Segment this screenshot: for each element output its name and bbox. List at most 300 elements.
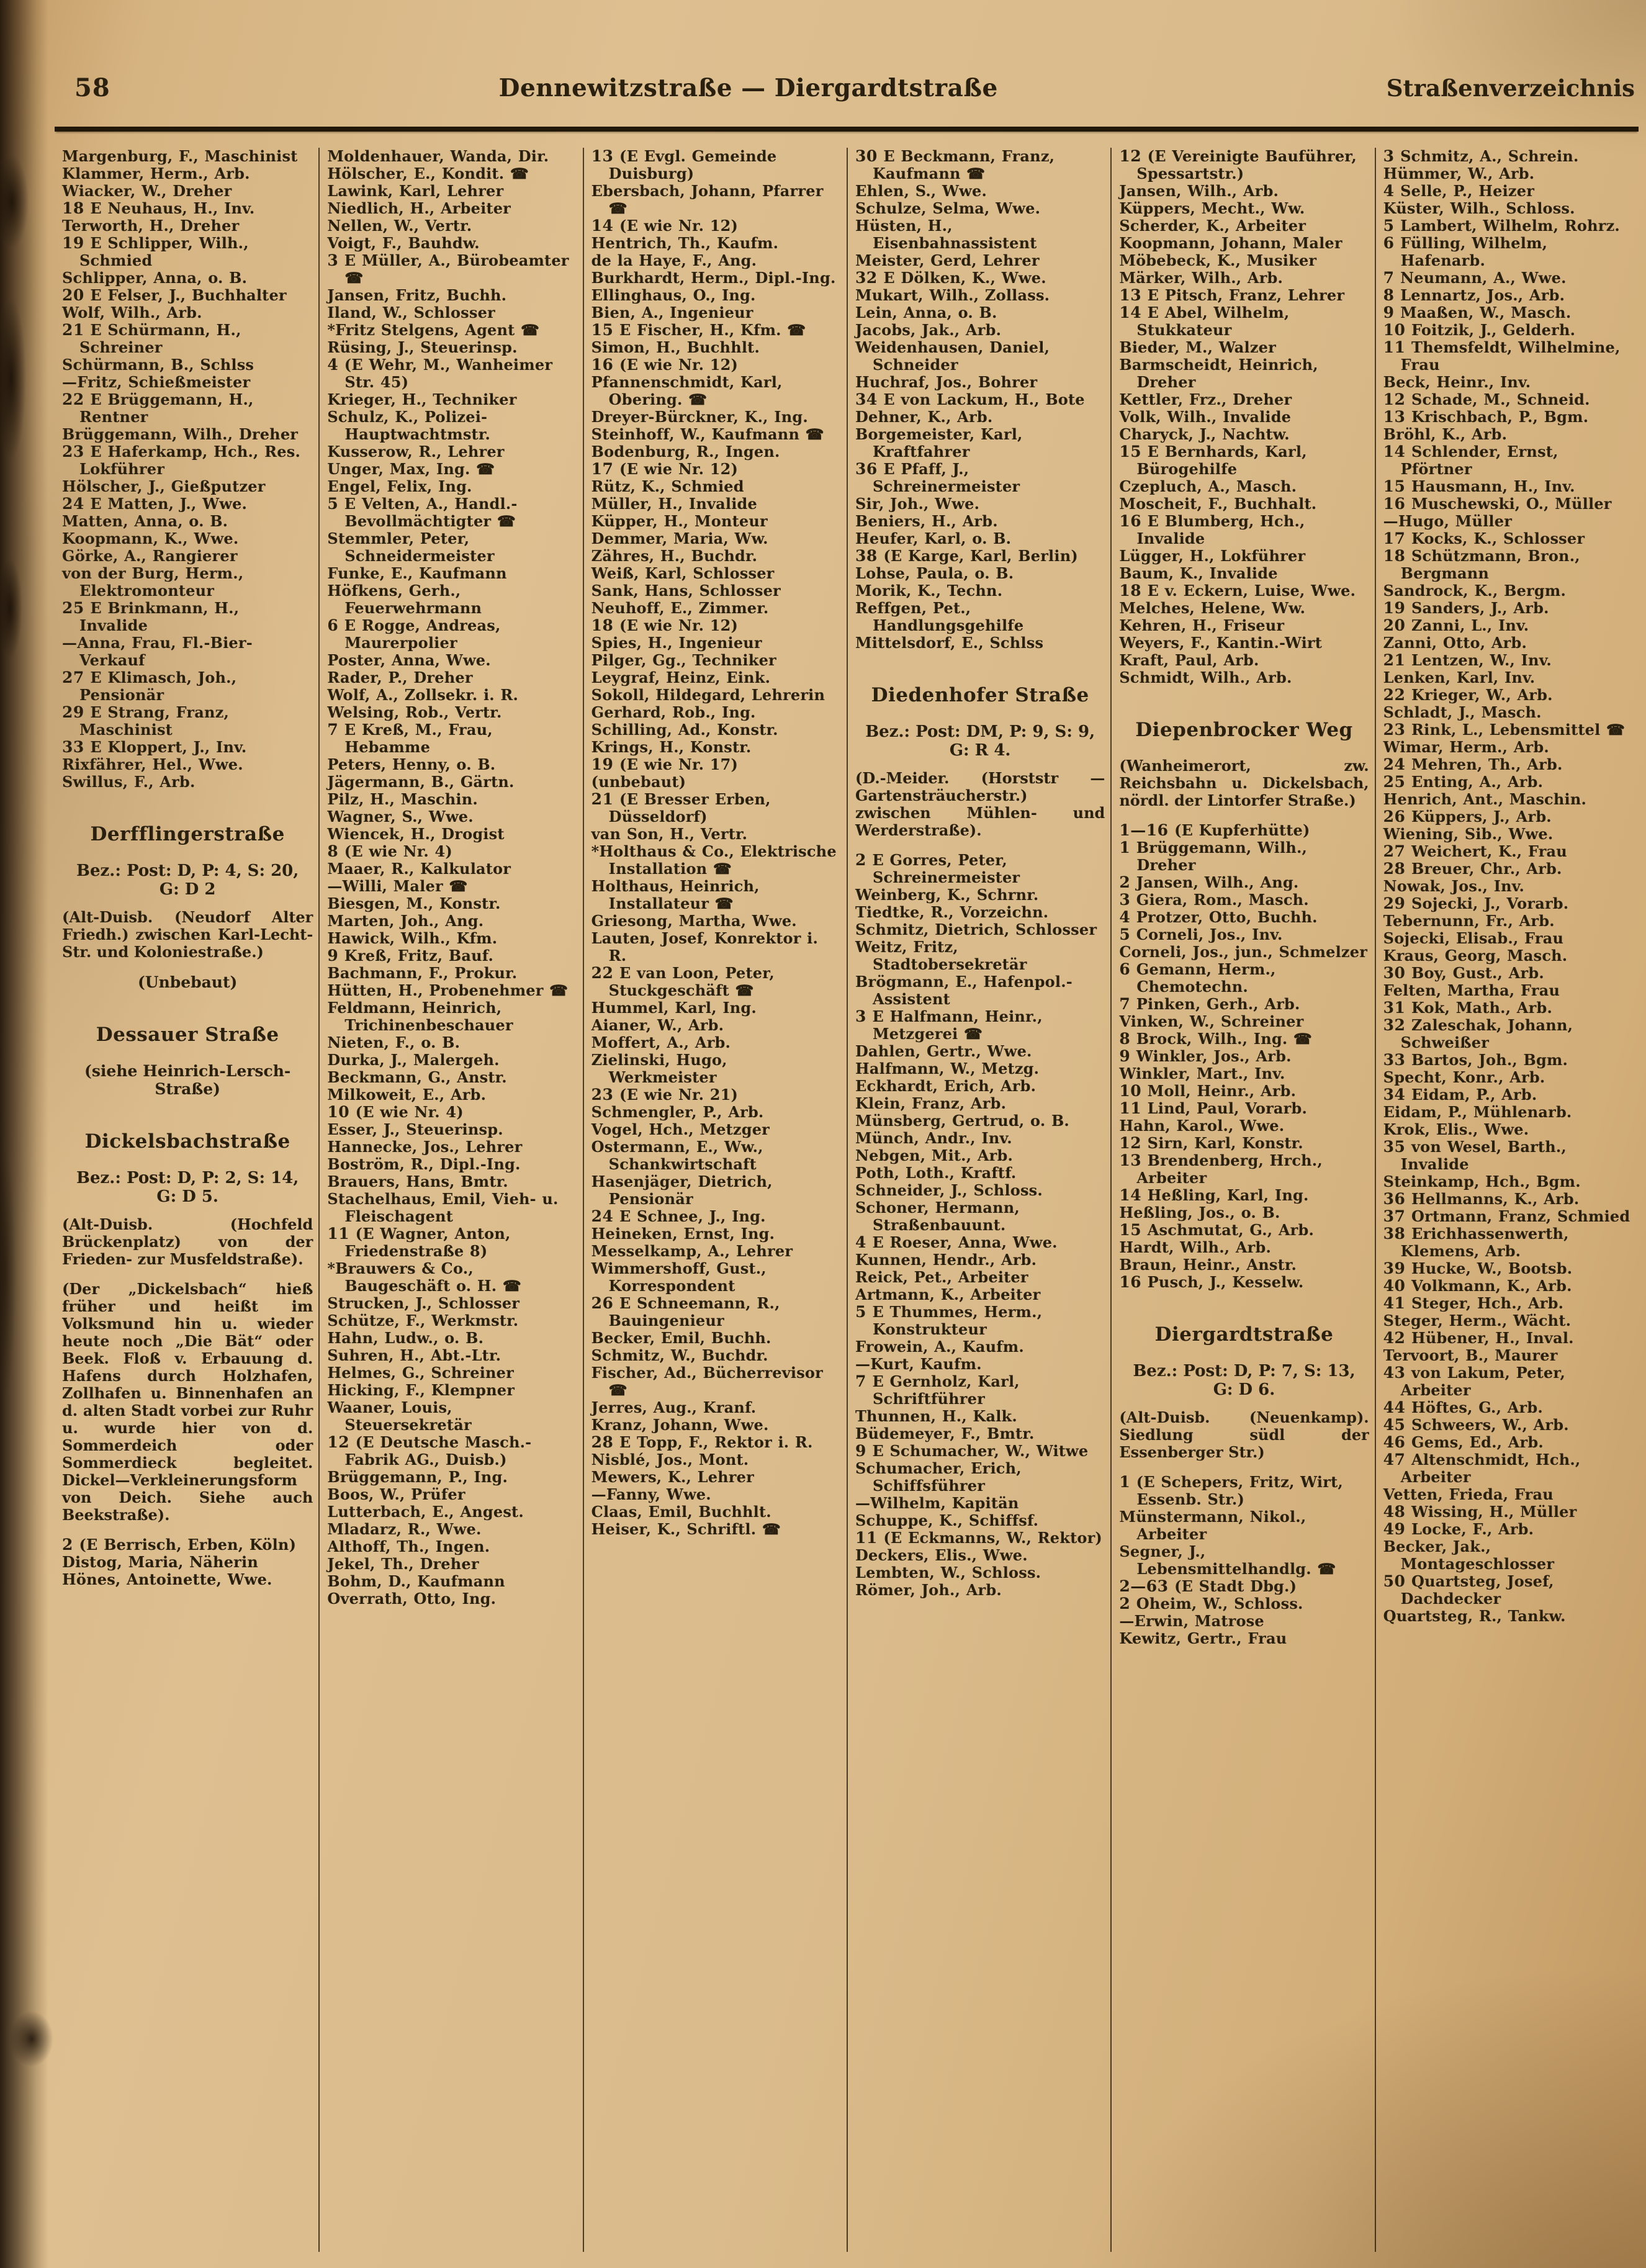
entry-line: Huchraf, Jos., Bohrer [855,373,1038,391]
entry-line: Hönes, Antoinette, Wwe. [62,1570,272,1588]
entry-line: Nebgen, Mit., Arb. [855,1146,1014,1164]
entry-line: Möbebeck, K., Musiker [1119,251,1317,269]
entry-line: —Anna, Frau, Fl.-Bier-Verkauf [62,634,253,669]
entry-line: Bachmann, F., Prokur. [327,964,518,982]
entry-line: Müller, H., Invalide [591,495,757,513]
ink-smudge [0,559,22,658]
entry-line: 9 E Schumacher, W., Witwe [855,1442,1089,1460]
entry-line: Vinken, W., Schreiner [1119,1012,1304,1030]
binding-shadow [0,0,48,2268]
ink-smudge [0,1148,16,1397]
entry-line: 36 Hellmanns, K., Arb. [1383,1190,1580,1208]
entry-line: *Fritz Stelgens, Agent ☎ [327,321,540,339]
ink-smudge [0,298,26,459]
entry-line: Heineken, Ernst, Ing. [591,1225,775,1243]
entry-line: Charyck, J., Nachtw. [1119,425,1290,443]
entry-line: Borgemeister, Karl, Kraftfahrer [855,425,1023,461]
entry-line: Zanni, Otto, Arb. [1383,634,1527,652]
entry-line: Lutterbach, E., Angest. [327,1503,524,1521]
entry-line: Peters, Henny, o. B. [327,755,496,773]
directory-column [847,148,1110,2252]
entry-line: 15 Aschmutat, G., Arb. [1119,1221,1315,1239]
entry-line: Melches, Helene, Ww. [1119,599,1306,617]
entry-line: Rüsing, J., Steuerinsp. [327,338,518,356]
directory-column [583,148,847,2252]
entry-line: Schürmann, B., Schlss [62,356,254,374]
entry-line: 1 (E Schepers, Fritz, Wirt, Essenb. Str.) [1119,1473,1343,1508]
entry-line: 31 Kok, Math., Arb. [1383,999,1553,1017]
entry-line: Deckers, Elis., Wwe. [855,1546,1028,1564]
entry-line: 3 E Müller, A., Bürobeamter ☎ [327,251,569,287]
entry-line: 38 Erichhassenwerth, Klemens, Arb. [1383,1225,1569,1260]
entry-line: Segner, J., Lebensmittelhandlg. ☎ [1119,1542,1336,1578]
entry-line: Küster, Wilh., Schloss. [1383,199,1575,217]
entry-line: 10 Foitzik, J., Gelderh. [1383,321,1576,339]
entry-line: Schütze, F., Werkmstr. [327,1312,519,1330]
entry-line: Ebersbach, Johann, Pfarrer ☎ [591,182,824,217]
entry-line: Wolf, A., Zollsekr. i. R. [327,686,519,704]
entry-line: Volk, Wilh., Invalide [1119,408,1292,426]
entry-line: 46 Gems, Ed., Arb. [1383,1433,1544,1451]
entry-line: Ehlen, S., Wwe. [855,182,987,200]
entry-line: 8 Brock, Wilh., Ing. ☎ [1119,1030,1313,1048]
entry-line: 41 Steger, Hch., Arb. [1383,1294,1564,1312]
entry-line: 40 Volkmann, K., Arb. [1383,1277,1572,1295]
entry-line: Kraus, Georg, Masch. [1383,947,1568,965]
page-header [74,73,1635,102]
entry-list [1383,148,1633,1625]
entry-line: 4 Selle, P., Heizer [1383,182,1535,200]
entry-line: 30 E Beckmann, Franz, Kaufmann ☎ [855,148,1055,182]
entry-line: 13 Brendenberg, Hrch., Arbeiter [1119,1151,1323,1187]
entry-line: Demmer, Maria, Ww. [591,529,768,547]
entry-line: Schmitz, Dietrich, Schlosser [855,920,1097,938]
entry-line: Brüggemann, Wilh., Dreher [62,425,299,443]
entry-line: —Fanny, Wwe. [591,1485,711,1503]
entry-line: Wimar, Herm., Arb. [1383,738,1549,756]
street-heading: Diedenhofer Straße [871,684,1089,706]
entry-line: Dahlen, Gertr., Wwe. [855,1042,1032,1060]
entry-line: Lohse, Paula, o. B. [855,564,1014,582]
entry-line: Claas, Emil, Buchhlt. [591,1503,771,1521]
entry-line: Zähres, H., Buchdr. [591,547,758,565]
entry-line: Moldenhauer, Wanda, Dir. [327,148,549,165]
entry-line: 16 Pusch, J., Kesselw. [1119,1273,1304,1291]
entry-line: 11 (E Wagner, Anton, Friedenstraße 8) [327,1225,511,1260]
entry-line: 18 E Neuhaus, H., Inv. [62,199,255,217]
entry-line: 24 E Schnee, J., Ing. [591,1207,766,1225]
entry-line: Weinberg, K., Schrnr. [855,886,1039,904]
entry-line: Eckhardt, Erich, Arb. [855,1077,1037,1095]
entry-line: Steinkamp, Hch., Bgm. [1383,1172,1581,1190]
entry-line: 21 Lentzen, W., Inv. [1383,651,1552,669]
entry-line: 14 (E wie Nr. 12) [591,217,739,235]
entry-line: *Brauwers & Co., Baugeschäft o. H. ☎ [327,1259,521,1295]
entry-line: Küppers, Mecht., Ww. [1119,199,1305,217]
entry-line: Funke, E., Kaufmann [327,564,507,582]
entry-line: 5 Lambert, Wilhelm, Rohrz. [1383,217,1620,235]
entry-line: Hawick, Wilh., Kfm. [327,929,498,947]
entry-line: 33 E Kloppert, J., Inv. [62,738,247,756]
entry-line: Beckmann, G., Anstr. [327,1068,507,1086]
entry-line: Brüggemann, P., Ing. [327,1468,508,1486]
entry-line: Felten, Martha, Frau [1383,981,1560,999]
entry-line: 13 Krischbach, P., Bgm. [1383,408,1589,426]
entry-line: 14 E Abel, Wilhelm, Stukkateur [1119,304,1290,339]
entry-line: Brauers, Hans, Bmtr. [327,1172,508,1190]
entry-line: Tervoort, B., Maurer [1383,1346,1558,1364]
entry-line: Stemmler, Peter, Schneidermeister [327,529,495,565]
entry-line: Frowein, A., Kaufm. [855,1338,1024,1356]
entry-line: Koopmann, Johann, Maler [1119,234,1342,252]
entry-line: Lenken, Karl, Inv. [1383,668,1536,686]
entry-line: Koopmann, K., Wwe. [62,529,239,547]
entry-line: Halfmann, W., Metzg. [855,1060,1040,1078]
entry-line: Schladt, J., Masch. [1383,703,1542,721]
entry-line: Mittelsdorf, E., Schlss [855,634,1044,652]
entry-line: Wiacker, W., Dreher [62,182,232,200]
entry-line: Becker, Emil, Buchh. [591,1329,771,1347]
entry-line: Ostermann, E., Ww., Schankwirtschaft [591,1138,763,1173]
entry-line: 49 Locke, F., Arb. [1383,1520,1534,1538]
entry-line: —Willi, Maler ☎ [327,877,468,895]
entry-line: Pilz, H., Maschin. [327,790,478,808]
entry-line: 22 E Brüggemann, H., Rentner [62,390,254,426]
entry-line: 9 Maaßen, W., Masch. [1383,304,1572,322]
entry-line: Schulz, K., Polizei-Hauptwachtmstr. [327,408,491,443]
entry-line: Heßling, Jos., o. B. [1119,1204,1280,1222]
entry-line: Neuhoff, E., Zimmer. [591,599,769,617]
entry-line: Schmitz, W., Buchdr. [591,1346,768,1364]
entry-line: Moscheit, F., Buchhalt. [1119,495,1317,513]
directory-column [55,148,318,2252]
entry-line: Sir, Joh., Wwe. [855,495,980,513]
entry-line: Griesong, Martha, Wwe. [591,912,797,930]
entry-line: Schmengler, P., Arb. [591,1103,764,1121]
entry-line: Czepluch, A., Masch. [1119,477,1297,495]
entry-line: 12 (E Deutsche Masch.-Fabrik AG., Duisb.) [327,1433,532,1469]
entry-line: 2 Jansen, Wilh., Ang. [1119,873,1299,891]
entry-line: Distog, Maria, Näherin [62,1553,258,1571]
entry-line: Nellen, W., Vertr. [327,217,472,235]
entry-line: Scherder, K., Arbeiter [1119,217,1306,235]
entry-line: 9 Winkler, Jos., Arb. [1119,1047,1292,1065]
entry-line: 3 Giera, Rom., Masch. [1119,891,1309,909]
entry-line: *Holthaus & Co., Elektrische Installation ☎ [591,842,837,878]
entry-line: 35 von Wesel, Barth., Invalide [1383,1138,1567,1173]
entry-line: Hüsten, H., Eisenbahnassistent [855,217,1037,252]
entry-line: Lein, Anna, o. B. [855,304,997,322]
entry-line: Ellinghaus, O., Ing. [591,286,756,304]
entry-line: 3 Schmitz, A., Schrein. [1383,148,1579,165]
entry-line: 6 Gemann, Herm., Chemotechn. [1119,960,1276,996]
entry-line: Kettler, Frz., Dreher [1119,390,1292,408]
entry-line: 29 E Strang, Franz, Maschinist [62,703,230,739]
entry-line: Schmidt, Wilh., Arb. [1119,668,1292,686]
entry-line: Gerhard, Rob., Ing. [591,703,756,721]
street-description: (D.-Meider. (Horststr — Gartensträucherstr.) zwischen Mühlen- und Werderstraße). [855,769,1105,839]
entry-line: Thunnen, H., Kalk. [855,1407,1017,1425]
entry-line: Specht, Konr., Arb. [1383,1068,1545,1086]
entry-line: 22 E van Loon, Peter, Stuckgeschäft ☎ [591,964,775,999]
entry-line: Nieten, F., o. B. [327,1033,461,1051]
entry-line: Morik, K., Techn. [855,582,1003,600]
entry-line: 6 E Rogge, Andreas, Maurerpolier [327,616,501,652]
entry-line: 2 Oheim, W., Schloss. [1119,1595,1303,1613]
entry-line: Höfkens, Gerh., Feuerwehrmann [327,582,482,617]
entry-line: Tebernunn, Fr., Arb. [1383,912,1555,930]
entry-line: 18 Schützmann, Bron., Bergmann [1383,547,1580,582]
entry-line: 8 Lennartz, Jos., Arb. [1383,286,1565,304]
entry-line: Swillus, F., Arb. [62,773,196,791]
entry-line: 13 (E Evgl. Gemeinde Duisburg) [591,148,777,182]
entry-line: 45 Schweers, W., Arb. [1383,1416,1569,1434]
street-heading: Dickelsbachstraße [84,1130,290,1153]
entry-line: 1—16 (E Kupferhütte) [1119,821,1310,839]
entry-line: 43 von Lakum, Peter, Arbeiter [1383,1364,1566,1399]
entry-line: 12 Schade, M., Schneid. [1383,390,1590,408]
entry-line: Jekel, Th., Dreher [327,1555,479,1573]
entry-line: Waaner, Louis, Steuersekretär [327,1398,472,1434]
entry-line: 16 E Blumberg, Hch., Invalide [1119,512,1305,547]
entry-line: Tiedtke, R., Vorzeichn. [855,903,1049,921]
entry-line: 6 Fülling, Wilhelm, Hafenarb. [1383,234,1548,269]
entry-line: 24 Mehren, Th., Arb. [1383,755,1563,773]
entry-line: 16 Muschewski, O., Müller [1383,495,1612,513]
street-description: (Wanheimerort, zw. Reichsbahn u. Dickelsbach, nördl. der Lintorfer Straße.) [1119,757,1369,809]
entry-line: —Wilhelm, Kapitän [855,1494,1019,1512]
entry-line: 4 E Roeser, Anna, Wwe. [855,1233,1058,1251]
entry-line: Feldmann, Heinrich, Trichinenbeschauer [327,999,513,1034]
entry-line: 26 Küppers, J., Arb. [1383,808,1552,826]
entry-line: 44 Höftes, G., Arb. [1383,1398,1543,1416]
entry-line: Reffgen, Pet., Handlungsgehilfe [855,599,1024,634]
entry-line: Hummel, Karl, Ing. [591,999,757,1017]
entry-line: 14 Heßling, Karl, Ing. [1119,1186,1309,1204]
entry-line: Becker, Jak., Montageschlosser [1383,1537,1555,1573]
entry-line: 33 Bartos, Joh., Bgm. [1383,1051,1568,1069]
entry-line: Rader, P., Dreher [327,668,473,686]
entry-line: Nisblé, Jos., Mont. [591,1451,749,1469]
entry-line: 4 (E Wehr, M., Wanheimer Str. 45) [327,356,553,391]
entry-line: 18 E v. Eckern, Luise, Wwe. [1119,582,1356,600]
entry-line: 23 (E wie Nr. 21) [591,1086,739,1104]
entry-line: Vogel, Hch., Metzger [591,1120,770,1138]
entry-line: 25 Enting, A., Arb. [1383,773,1544,791]
entry-line: 19 Sanders, J., Arb. [1383,599,1549,617]
entry-line: Jerres, Aug., Kranf. [591,1398,757,1416]
entry-line: 27 Weichert, K., Frau [1383,842,1567,860]
entry-line: Weidenhausen, Daniel, Schneider [855,338,1050,374]
entry-line: 29 Sojecki, J., Vorarb. [1383,894,1569,912]
entry-line: Kraft, Paul, Arb. [1119,651,1259,669]
street-description: (Der „Dickelsbach“ hieß früher und heißt im Volksmund hin u. wieder heute noch „Die Bät“ oder Beek. Floß v. Erbauung d. Hafens durch Holzhafen, Zollhafen u. Binnenhafen an d. alten Stadt vorbei zur Ruhr u. wurde hier von d. Sommerdeich oder Sommerdieck begleitet. Dickel—Verkleinerungsform von Deich. Siehe auch Beekstraße). [62,1280,313,1524]
entry-line: Wiencek, H., Drogist [327,825,505,843]
entry-line: Poth, Loth., Kraftf. [855,1164,1017,1182]
entry-line: 19 E Schlipper, Wilh., Schmied [62,234,249,269]
entry-line: Märker, Wilh., Arb. [1119,269,1284,287]
entry-line: Münch, Andr., Inv. [855,1129,1012,1147]
entry-line: Bodenburg, R., Ingen. [591,443,780,461]
entry-line: 7 Neumann, A., Wwe. [1383,269,1567,287]
entry-line: Moffert, A., Arb. [591,1033,731,1051]
entry-line: Weitz, Fritz, Stadtobersekretär [855,938,1027,973]
entry-line: Hannecke, Jos., Lehrer [327,1138,523,1156]
entry-line: (unbebaut) [591,773,686,791]
ink-smudge [10,2011,53,2067]
entry-line: Marten, Joh., Ang. [327,912,484,930]
entry-line: Sojecki, Elisab., Frau [1383,929,1564,947]
directory-columns [55,148,1639,2252]
entry-line: Krings, H., Konstr. [591,738,752,756]
entry-line: Biesgen, M., Konstr. [327,894,501,912]
entry-line: Jägermann, B., Gärtn. [327,773,515,791]
entry-line: 15 Hausmann, H., Inv. [1383,477,1575,495]
street-note: (siehe Heinrich-Lersch-Straße) [84,1062,291,1098]
entry-line: Bieder, M., Walzer [1119,338,1276,356]
entry-line: Spies, H., Ingenieur [591,634,762,652]
entry-line: Sandrock, K., Bergm. [1383,582,1567,600]
entry-line: Pilger, Gg., Techniker [591,651,776,669]
entry-line: Eidam, P., Mühlenarb. [1383,1103,1572,1121]
entry-line: Margenburg, F., Maschinist [62,148,298,165]
entry-line: 23 Rink, L., Lebensmittel ☎ [1383,721,1626,739]
street-heading: Dessauer Straße [96,1024,279,1046]
entry-line: Jansen, Wilh., Arb. [1119,182,1279,200]
district-meta: Bez.: Post: D, P: 7, S: 13, G: D 6. [1133,1362,1356,1399]
entry-line: Heufer, Karl, o. B. [855,529,1012,547]
entry-line: Vetten, Frieda, Frau [1383,1485,1554,1503]
entry-line: Terworth, H., Dreher [62,217,240,235]
entry-line: Jacobs, Jak., Arb. [855,321,1002,339]
entry-line: Althoff, Th., Ingen. [327,1537,490,1555]
entry-line: Unger, Max, Ing. ☎ [327,460,495,478]
entry-line: Bröhl, K., Arb. [1383,425,1508,443]
entry-line: 21 E Schürmann, H., Schreiner [62,321,241,356]
entry-line: Beniers, H., Arb. [855,512,998,530]
entry-line: 42 Hübener, H., Inval. [1383,1329,1574,1347]
entry-line: 11 (E Eckmanns, W., Rektor) [855,1529,1102,1547]
entry-line: Meister, Gerd, Lehrer [855,251,1040,269]
entry-line: Welsing, Rob., Vertr. [327,703,502,721]
entry-line: Baum, K., Invalide [1119,564,1278,582]
entry-line: 3 E Halfmann, Heinr., Metzgerei ☎ [855,1007,1043,1043]
entry-line: Dehner, K., Arb. [855,408,993,426]
entry-line: Zielinski, Hugo, Werkmeister [591,1051,727,1086]
entry-line: Voigt, F., Bauhdw. [327,234,480,252]
entry-line: Görke, A., Rangierer [62,547,238,565]
entry-line: 36 E Pfaff, J., Schreinermeister [855,460,1020,495]
entry-line: —Erwin, Matrose [1119,1612,1264,1630]
entry-line: Kewitz, Gertr., Frau [1119,1629,1287,1647]
entry-line: 5 E Velten, A., Handl.-Bevollmächtigter ☎ [327,495,518,530]
entry-line: Lawink, Karl, Lehrer [327,182,504,200]
entry-line: 11 Themsfeldt, Wilhelmine, Frau [1383,338,1621,374]
entry-line: Schlipper, Anna, o. B. [62,269,248,287]
entry-line: 8 (E wie Nr. 4) [327,842,452,860]
entry-line: Reick, Pet., Arbeiter [855,1268,1028,1286]
entry-line: Nowak, Jos., Inv. [1383,877,1525,895]
entry-line: 38 (E Karge, Karl, Berlin) [855,547,1078,565]
directory-column [318,148,582,2252]
entry-line: 34 Eidam, P., Arb. [1383,1086,1537,1104]
entry-line: 27 E Klimasch, Joh., Pensionär [62,668,237,704]
entry-line: 39 Hucke, W., Bootsb. [1383,1259,1573,1277]
entry-line: 2 E Gorres, Peter, Schreinermeister [855,851,1020,886]
district-meta: Bez.: Post: D, P: 2, S: 14, G: D 5. [76,1169,299,1206]
entry-line: 15 E Bernhards, Karl, Bürogehilfe [1119,443,1307,478]
entry-list [1119,148,1369,686]
entry-line: 23 E Haferkamp, Hch., Res. Lokführer [62,443,301,478]
entry-line: von der Burg, Herm., Elektromonteur [62,564,244,600]
entry-line: Lauten, Josef, Konrektor i. R. [591,929,818,965]
entry-line: Boos, W., Prüfer [327,1485,465,1503]
entry-line: 4 Protzer, Otto, Buchh. [1119,908,1318,926]
entry-line: 16 (E wie Nr. 12) [591,356,739,374]
entry-line: 37 Ortmann, Franz, Schmied [1383,1207,1630,1225]
entry-line: 32 Zaleschak, Johann, Schweißer [1383,1016,1573,1051]
entry-line: Braun, Heinr., Anstr. [1119,1256,1297,1274]
entry-line: Kunnen, Hendr., Arb. [855,1251,1037,1269]
entry-line: 17 (E wie Nr. 12) [591,460,739,478]
entry-line: Poster, Anna, Wwe. [327,651,491,669]
entry-line: Lügger, H., Lokführer [1119,547,1306,565]
entry-line: Hentrich, Th., Kaufm. [591,234,779,252]
entry-list [855,852,1105,1599]
entry-line: 50 Quartsteg, Josef, Dachdecker [1383,1572,1554,1608]
ink-smudge [0,155,29,248]
entry-line: 21 (E Bresser Erben, Düsseldorf) [591,790,771,826]
entry-line: Stachelhaus, Emil, Vieh- u. Fleischagent [327,1190,559,1225]
entry-line: Mukart, Wilh., Zollass. [855,286,1050,304]
entry-line: Rixfährer, Hel., Wwe. [62,755,243,773]
entry-line: Weyers, F., Kantin.-Wirt [1119,634,1323,652]
entry-line: 17 Kocks, K., Schlosser [1383,529,1585,547]
entry-line: Schoner, Hermann, Straßenbauunt. [855,1199,1020,1234]
entry-line: —Hugo, Müller [1383,512,1513,530]
district-meta: Bez.: Post: D, P: 4, S: 20, G: D 2 [76,862,299,899]
entry-line: 5 E Thummes, Herm., Konstrukteur [855,1303,1043,1338]
entry-line: 20 E Felser, J., Buchhalter [62,286,287,304]
entry-line: Bien, A., Ingenieur [591,304,753,322]
entry-line: Durka, J., Malergeh. [327,1051,500,1069]
entry-line: Hümmer, W., Arb. [1383,164,1535,182]
entry-line: 32 E Dölken, K., Wwe. [855,269,1046,287]
entry-line: Barmscheidt, Heinrich, Dreher [1119,356,1318,391]
entry-line: Engel, Felix, Ing. [327,477,472,495]
entry-line: 26 E Schneemann, R., Bauingenieur [591,1294,780,1330]
street-description: (Alt-Duisb. (Neuenkamp). Siedlung südl der Essenberger Str.) [1119,1408,1369,1461]
entry-line: Münstermann, Nikol., Arbeiter [1119,1508,1306,1543]
entry-line: Schneider, J., Schloss. [855,1181,1043,1199]
entry-line: —Kurt, Kaufm. [855,1355,982,1373]
street-description: (Alt-Duisb. (Neudorf Alter Friedh.) zwischen Karl-Lecht-Str. und Koloniestraße.) [62,908,313,961]
street-heading: Derfflingerstraße [90,823,285,845]
entry-line: Schumacher, Erich, Schiffsführer [855,1459,1022,1495]
street-heading: Diepenbrocker Weg [1135,719,1353,741]
entry-line: 19 (E wie Nr. 17) [591,755,739,773]
entry-line: 11 Lind, Paul, Vorarb. [1119,1099,1308,1117]
entry-line: 14 Schlender, Ernst, Pförtner [1383,443,1558,478]
entry-line: Kranz, Johann, Wwe. [591,1416,769,1434]
entry-line: Münsberg, Gertrud, o. B. [855,1112,1069,1130]
entry-list [855,148,1105,652]
entry-line: 34 E von Lackum, H., Bote [855,390,1085,408]
entry-line: 25 E Brinkmann, H., Invalide [62,599,240,634]
entry-line: Hütten, H., Probenehmer ☎ [327,981,569,999]
entry-line: Schuppe, K., Schiffsf. [855,1511,1039,1529]
street-heading: Diergardtstraße [1154,1323,1334,1346]
